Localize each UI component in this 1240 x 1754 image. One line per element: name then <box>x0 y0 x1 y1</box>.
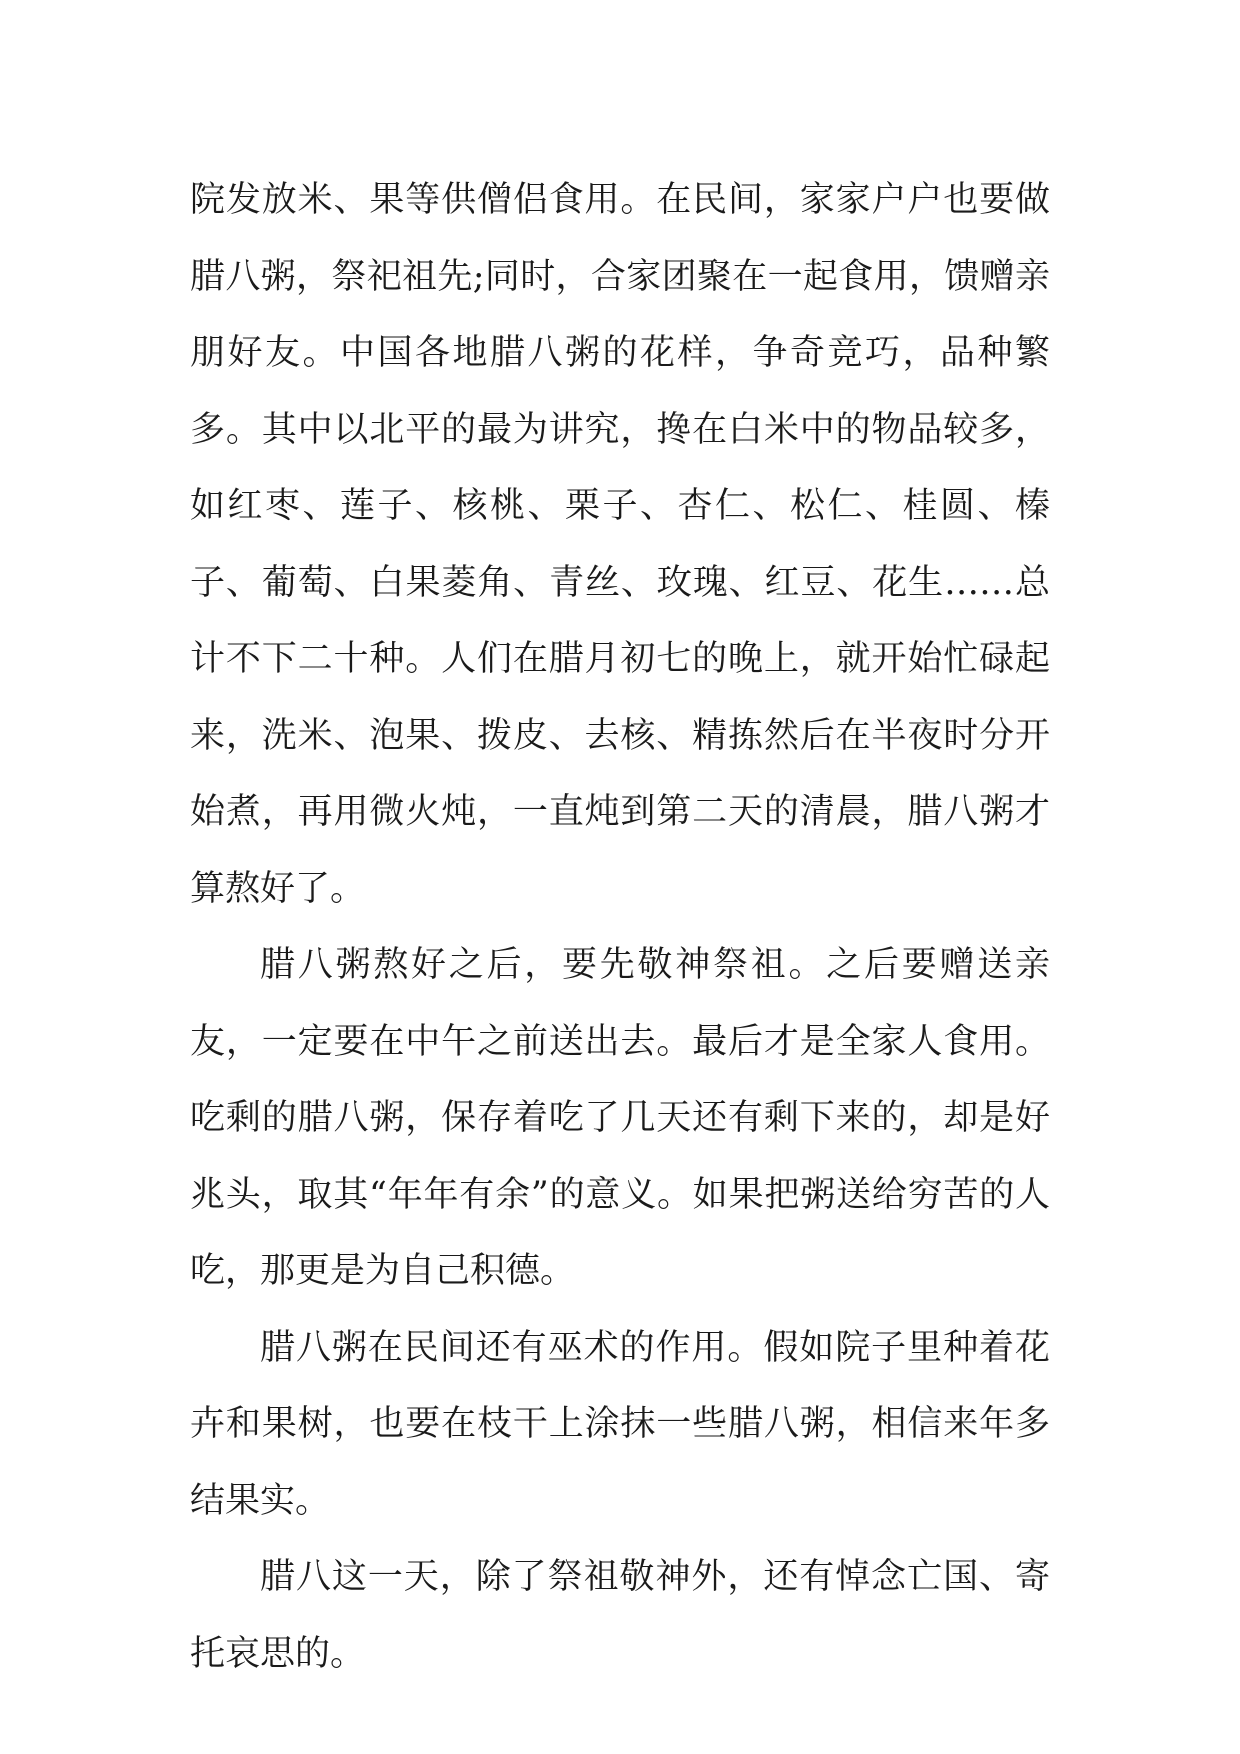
document-body <box>190 162 1050 1692</box>
paragraph-mourning: 腊八这一天，除了祭祖敬神外，还有悼念亡国、寄托哀思的。 <box>190 1557 1050 1674</box>
paragraph-folk-magic: 腊八粥在民间还有巫术的作用。假如院子里种着花卉和果树，也要在枝干上涂抹一些腊八粥，相信来年多结果实。 <box>190 1327 1050 1521</box>
paragraph-offering: 腊八粥熬好之后，要先敬神祭祖。之后要赠送亲友，一定要在中午之前送出去。最后才是全家人食用。吃剩的腊八粥，保存着吃了几天还有剩下来的，却是好兆头，取其“年年有余”的意义。如果把粥送给穷苦的人吃，那更是为自己积德。 <box>190 945 1050 1291</box>
paragraph-continued: 院发放米、果等供僧侣食用。在民间，家家户户也要做腊八粥，祭祀祖先;同时，合家团聚在一起食用，馈赠亲朋好友。中国各地腊八粥的花样，争奇竞巧，品种繁多。其中以北平的最为讲究，搀在白米中的物品较多，如红枣、莲子、核桃、栗子、杏仁、松仁、桂圆、榛子、葡萄、白果菱角、青丝、玫瑰、红豆、花生……总计不下二十种。人们在腊月初七的晚上，就开始忙碌起来，洗米、泡果、拨皮、去核、精拣然后在半夜时分开始煮，再用微火炖，一直炖到第二天的清晨，腊八粥才算熬好了。 <box>190 180 1050 909</box>
